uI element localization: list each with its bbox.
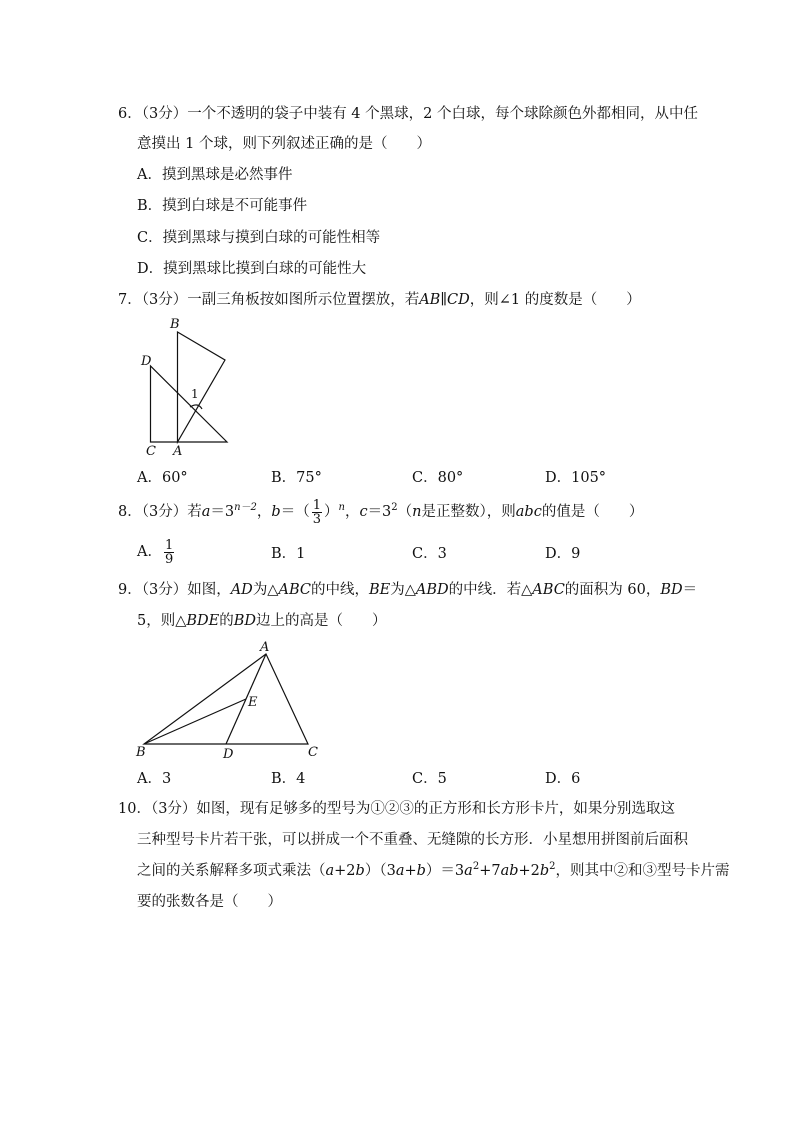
q9-t2: 的中线， [310, 582, 369, 598]
q8-n-note: 是正整数），则 [421, 504, 516, 520]
q9-option-b: B．4 [271, 771, 306, 787]
q9-line2 [137, 611, 387, 631]
q8-stem [118, 498, 643, 526]
q10-p6: +2 [518, 863, 540, 879]
q9-abc-2: ABC [532, 582, 565, 598]
q8-option-a-prefix: A． [137, 544, 162, 560]
q8-paren-open: （ [397, 504, 413, 520]
q10-line3 [137, 861, 730, 881]
q7-triangle-ruler-ba [178, 332, 226, 442]
q7-option-d: D．105° [545, 470, 607, 486]
q9-t8: 边上的高是（ ） [256, 613, 387, 629]
q10-f7: b [539, 863, 550, 879]
q9-label-c: C [308, 745, 318, 760]
q8-option-a [137, 538, 176, 566]
q6-option-c: C．摸到黑球与摸到白球的可能性相等 [137, 230, 381, 246]
q9-t6: ＝ [682, 582, 698, 598]
q9-l1-a: 9．（3分）如图， [118, 582, 231, 598]
q9-bd: BD [660, 582, 683, 598]
q7-mid: ，则∠1 的度数是（ ） [469, 292, 641, 308]
q9-t5: 的面积为 60， [564, 582, 661, 598]
q7-option-c: C．80° [412, 470, 464, 486]
q10-e5: 2 [472, 861, 480, 872]
q6-option-b: B．摸到白球是不可能事件 [137, 198, 308, 214]
q9-triangle-abc [144, 654, 308, 744]
q8-a-exp: n－2 [234, 502, 257, 513]
q10-p1: +2 [334, 863, 356, 879]
q9-option-c: C．5 [412, 771, 447, 787]
q7-figure [138, 316, 238, 459]
q10-f2: b [355, 863, 365, 879]
q6-line2: 意摸出 1 个球，则下列叙述正确的是（ ） [137, 136, 431, 152]
q8-option-a-num: 1 [164, 537, 174, 553]
q7-option-b: B．75° [271, 470, 322, 486]
q10-p3: + [404, 863, 417, 879]
q8-b-sep: ， [256, 504, 272, 520]
q7-label-angle-1: 1 [191, 387, 199, 401]
q10-line1: 10．（3分）如图，现有足够多的型号为①②③的正方形和长方形卡片，如果分别选取这 [118, 801, 675, 817]
q10-f5: a [464, 863, 473, 879]
q8-prefix: 8．（3分）若 [118, 504, 202, 520]
q7-label-d: D [141, 354, 152, 369]
q9-option-d: D．6 [545, 771, 581, 787]
q9-bd-2: BD [233, 613, 257, 629]
q10-e7: 2 [549, 861, 556, 872]
q9-t4: 的中线．若△ [448, 582, 533, 598]
q7-prefix: 7．（3分）一副三角板按如图所示位置摆放，若 [118, 292, 420, 308]
q7-options [137, 466, 697, 488]
q8-n: n [412, 504, 422, 520]
q10-line2: 三种型号卡片若干张，可以拼成一个不重叠、无缝隙的长方形．小星想用拼图前后面积 [137, 832, 688, 848]
q10-f6: ab [500, 863, 519, 879]
q9-option-a: A．3 [137, 771, 172, 787]
q8-abc: abc [515, 504, 542, 520]
q7-ab-cd: AB∥CD [419, 292, 470, 308]
q9-t1: 为△ [252, 582, 279, 598]
q10-l3-a: 之间的关系解释多项式乘法（ [137, 863, 326, 879]
q8-b-exp: n [338, 502, 345, 513]
q8-c-exp: 2 [391, 502, 398, 513]
q10-f3: a [395, 863, 405, 879]
q9-figure [136, 638, 326, 762]
q9-label-d: D [223, 747, 234, 762]
q9-t7: 的 [219, 613, 234, 629]
q6-line1: 6．（3分）一个不透明的袋子中装有 4 个黑球，2 个白球，每个球除颜色外都相同，从中任 [118, 106, 698, 122]
q10-l3-b: ，则其中②和③型号卡片需 [555, 863, 730, 879]
q9-l2-a: 5，则△ [137, 613, 187, 629]
q8-frac-num: 1 [312, 497, 321, 513]
q10-p5: +7 [479, 863, 501, 879]
q10-p4: ）＝3 [425, 863, 465, 879]
q8-c-sep: ， [344, 504, 360, 520]
q8-options [137, 538, 697, 570]
q6-option-a: A．摸到黑球是必然事件 [137, 167, 293, 183]
q7-stem [118, 290, 641, 310]
q8-a-eq: ＝3 [210, 504, 235, 520]
q8-option-a-den: 9 [164, 551, 174, 567]
q8-frac-den: 3 [312, 511, 321, 527]
q9-t3: 为△ [390, 582, 416, 598]
q9-abc: ABC [278, 582, 311, 598]
q7-option-a: A．60° [137, 470, 188, 486]
q8-suffix: 的值是（ ） [541, 504, 644, 520]
q8-b: b [271, 504, 281, 520]
q8-option-d: D．9 [545, 546, 581, 562]
q9-label-e: E [248, 695, 258, 710]
q9-label-a: A [260, 640, 270, 655]
q9-abd: ABD [415, 582, 449, 598]
q10-p2: ）（3 [364, 863, 396, 879]
q10-f4: b [416, 863, 426, 879]
q8-option-c: C．3 [412, 546, 447, 562]
q9-line1 [118, 580, 697, 600]
q9-be: BE [368, 582, 391, 598]
q8-option-a-fraction [164, 539, 174, 566]
q8-option-b: B．1 [271, 546, 306, 562]
q10-f1: a [325, 863, 335, 879]
q8-c: c [359, 504, 368, 520]
q7-label-a: A [173, 444, 183, 459]
q9-ad: AD [230, 582, 253, 598]
q7-label-c: C [146, 444, 156, 459]
q8-fraction-one-third [312, 499, 322, 526]
q9-bde: BDE [186, 613, 220, 629]
q9-options [137, 767, 697, 789]
q8-c-eq: ＝3 [367, 504, 392, 520]
q6-option-d: D．摸到黑球比摸到白球的可能性大 [137, 261, 367, 277]
q8-b-eq: ＝（ [280, 504, 310, 520]
q8-b-close: ） [323, 504, 339, 520]
q8-a: a [201, 504, 211, 520]
q10-line4: 要的张数各是（ ） [137, 894, 282, 910]
q7-label-b: B [170, 317, 180, 332]
q9-label-b: B [136, 745, 146, 760]
